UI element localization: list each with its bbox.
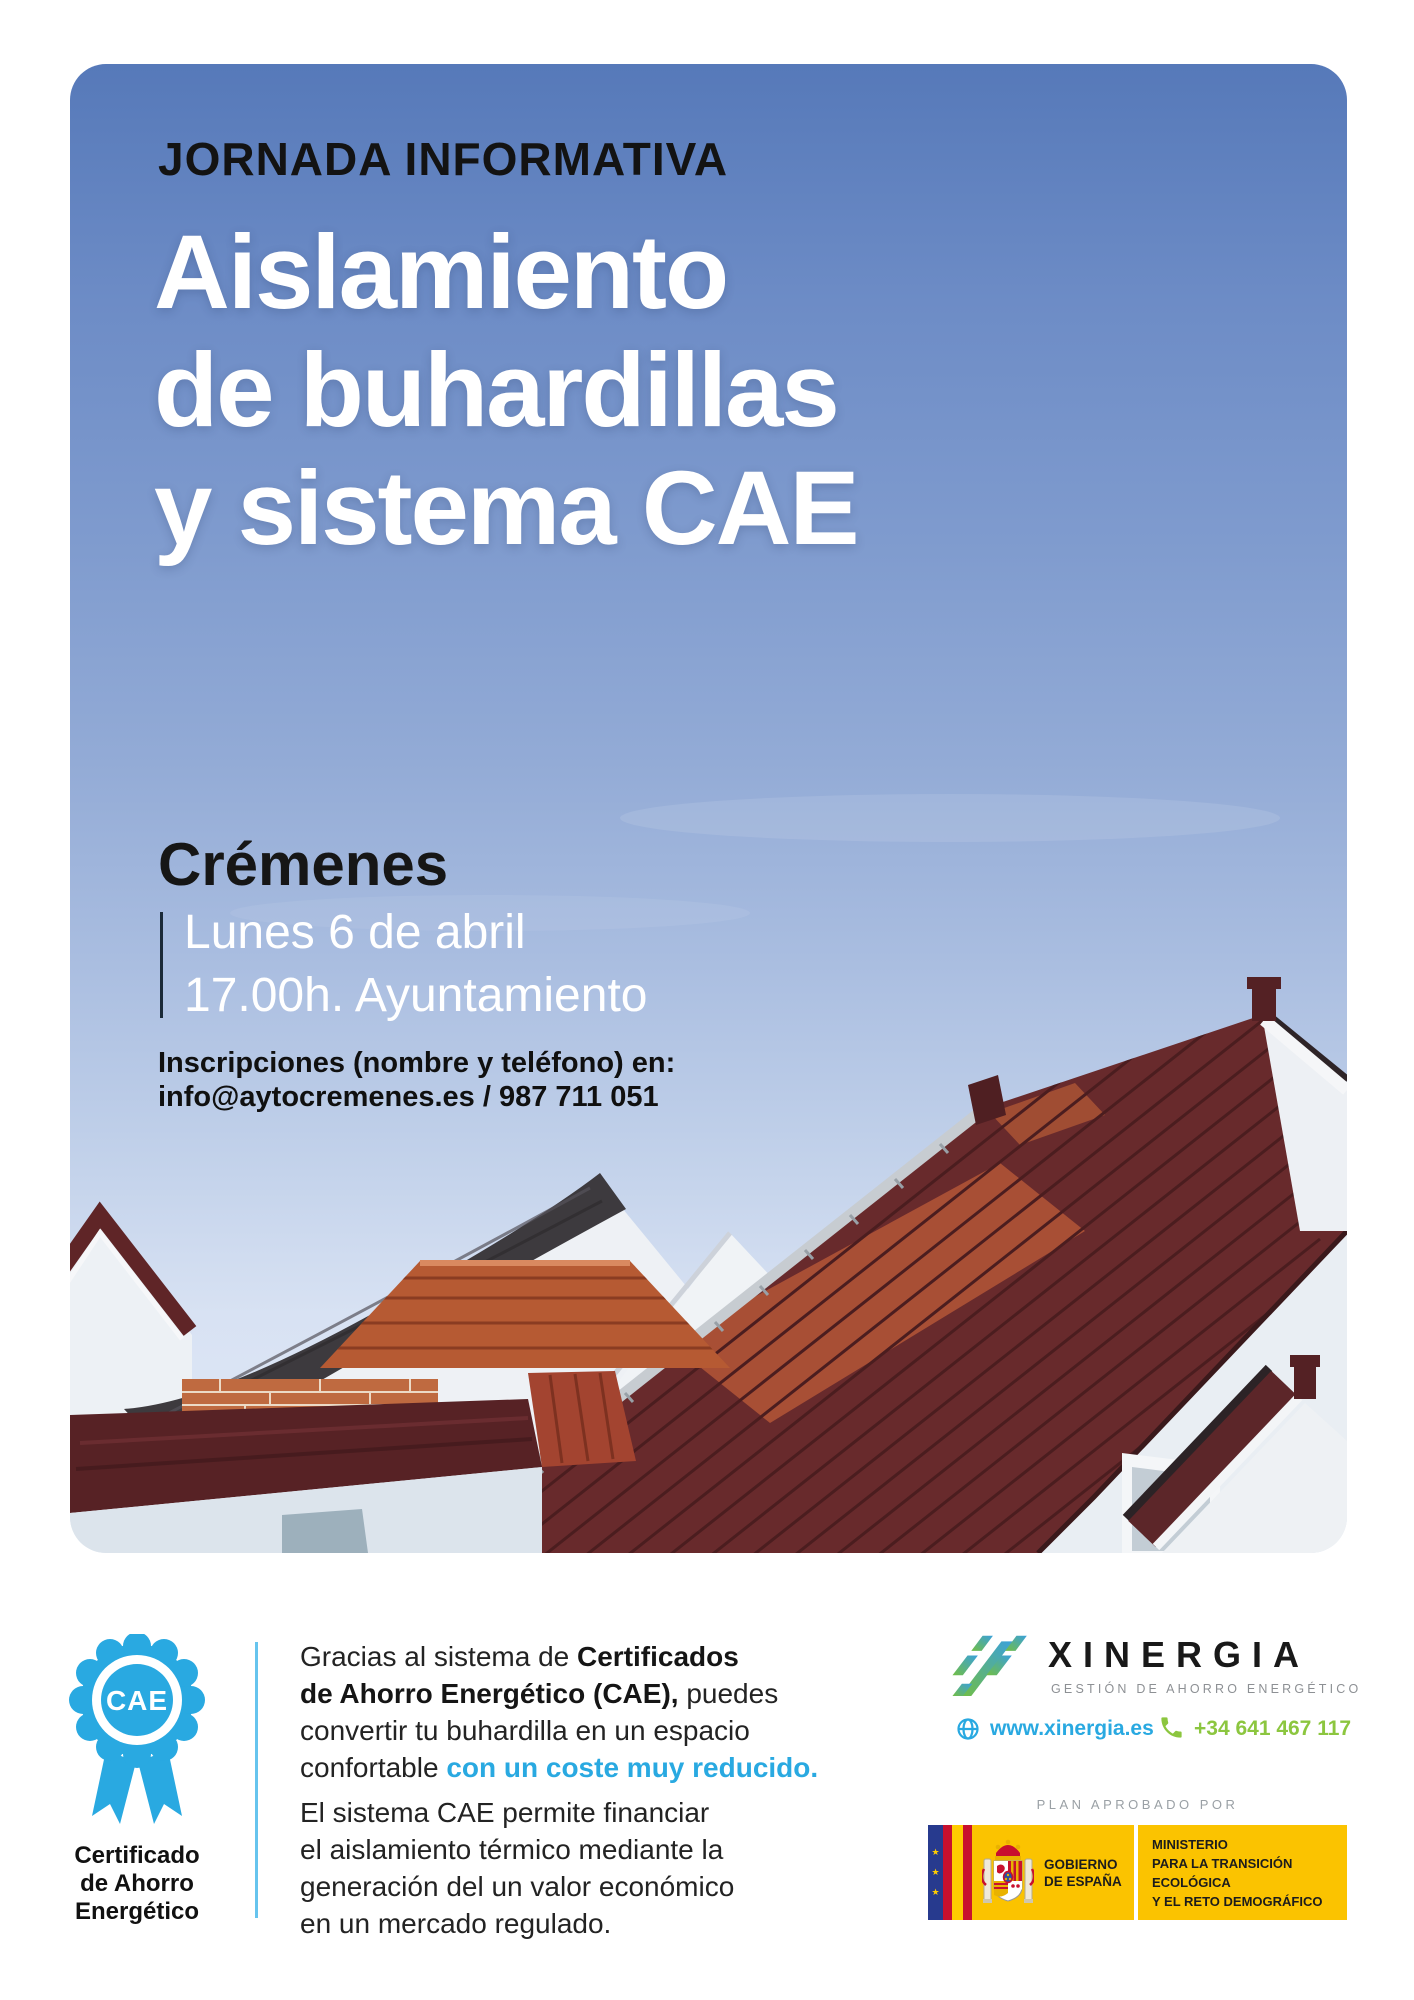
cae-caption-line: Energético <box>74 1898 200 1925</box>
website-link[interactable]: www.xinergia.es <box>990 1717 1154 1740</box>
spain-flag-red-stripe <box>943 1825 952 1920</box>
event-title-line-2: de buhardillas <box>154 332 838 449</box>
paragraph-accent-rule <box>255 1642 258 1918</box>
cae-seal-icon <box>62 1634 212 1830</box>
spain-flag-red-stripe <box>963 1825 972 1920</box>
eu-stars-icon: ★ ★ ★ <box>928 1825 943 1920</box>
cae-caption-line: Certificado <box>74 1842 200 1869</box>
gobierno-name: GOBIERNO DE ESPAÑA <box>1044 1856 1122 1889</box>
hero-photo <box>70 64 1347 1553</box>
event-date: Lunes 6 de abril <box>184 906 526 959</box>
ministry-name: MINISTERIO PARA LA TRANSICIÓN ECOLÓGICA Y EL RETO DEMOGRÁFICO <box>1152 1836 1323 1909</box>
event-title-line-3: y sistema CAE <box>154 450 858 567</box>
cae-system-paragraph: El sistema CAE permite financiar el aislamiento térmico mediante la generación del un valor económico en un mercado regulado. <box>300 1797 735 1939</box>
cae-intro-paragraph: Gracias al sistema de Certificados de Ahorro Energético (CAE), puedes convertir tu buhardilla en un espacio confortable con un coste muy reducido. <box>300 1641 819 1783</box>
plan-approved-label: PLAN APROBADO POR <box>1036 1797 1239 1812</box>
date-rule <box>160 912 163 1018</box>
event-kicker: JORNADA INFORMATIVA <box>158 133 729 185</box>
phone-link[interactable]: +34 641 467 117 <box>1194 1717 1352 1740</box>
brand-tagline: GESTIÓN DE AHORRO ENERGÉTICO <box>1051 1682 1362 1696</box>
cae-badge-label: CAE <box>105 1685 169 1716</box>
inscriptions-contact: info@aytocremenes.es / 987 711 051 <box>158 1081 659 1113</box>
globe-icon <box>956 1717 980 1741</box>
brand-name: XINERGIA <box>1048 1634 1311 1675</box>
gobierno-section <box>972 1825 1134 1920</box>
spain-coat-of-arms-icon <box>982 1833 1034 1913</box>
phone-icon <box>1158 1714 1185 1741</box>
event-time-venue: 17.00h. Ayuntamiento <box>184 969 648 1022</box>
cae-caption <box>35 1842 239 1926</box>
event-title <box>154 214 858 568</box>
spain-flag-yellow-stripe <box>952 1825 963 1920</box>
government-logo <box>928 1825 1347 1920</box>
event-location: Crémenes <box>158 831 449 898</box>
cae-caption-line: de Ahorro <box>80 1870 194 1897</box>
event-title-line-1: Aislamiento <box>154 214 728 331</box>
xinergia-mark-icon <box>948 1632 1036 1696</box>
inscriptions-line-1: Inscripciones (nombre y teléfono) en: <box>158 1047 676 1079</box>
inscriptions-info <box>158 1046 675 1114</box>
